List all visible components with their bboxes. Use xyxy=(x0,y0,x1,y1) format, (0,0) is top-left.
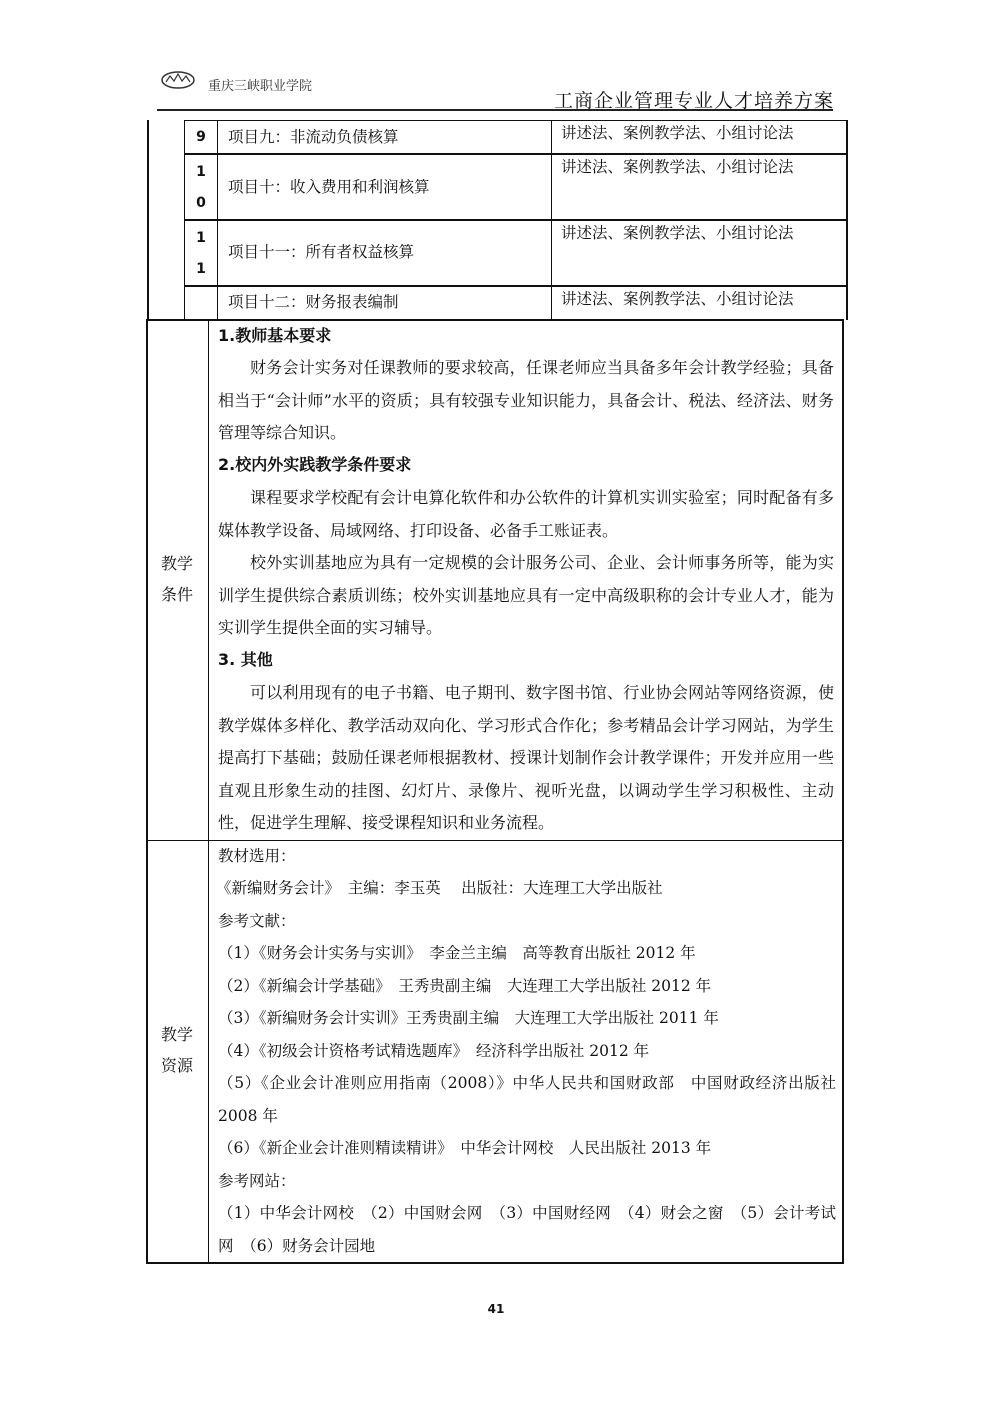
reference-item: （4）《初级会计资格考试精选题库》 经济科学出版社 2012 年 xyxy=(218,1042,650,1060)
paragraph-teacher-requirements: 财务会计实务对任课教师的要求较高，任课老师应当具备多年会计教学经验；具备相当于“会计师”水平的资质；具有较强专业知识能力，具备会计、税法、经济法、财务管理等综合知识。 xyxy=(218,358,834,442)
row-number: 1 xyxy=(196,230,206,246)
reference-item: （3）《新编财务会计实训》王秀贵副主编 大连理工大学出版社 2011 年 xyxy=(218,1009,719,1027)
section-label-conditions: 教学 条件 xyxy=(160,554,193,604)
section-label-resources: 教学 资源 xyxy=(160,1025,193,1075)
teaching-method: 讲述法、案例教学法、小组讨论法 xyxy=(561,224,794,242)
websites-list: （1）中华会计网校 （2）中国财会网 （3）中国财经网 （4）财会之窗 （5）会计考试网 （6）财务会计园地 xyxy=(218,1204,836,1255)
teaching-method: 讲述法、案例教学法、小组讨论法 xyxy=(561,290,794,308)
reference-item: （5）《企业会计准则应用指南（2008）》中华人民共和国财政部 中国财政经济出版社 2008 年 xyxy=(218,1074,836,1125)
row-number: 1 xyxy=(196,164,206,180)
paragraph-other-resources: 可以利用现有的电子书籍、电子期刊、数字图书馆、行业协会网站等网络资源，使教学媒体多样化、教学活动双向化、学习形式合作化；参考精品会计学习网站，为学生提高打下基础；鼓励任课老师根据教材、授课计划制作会计教学课件；开发并应用一些直观且形象生动的挂图、幻灯片、录像片、视听光盘，以调动学生学习积极性、主动性，促进学生理解、接受课程知识和业务流程。 xyxy=(218,683,834,832)
reference-item: （6）《新企业会计准则精读精讲》 中华会计网校 人民出版社 2013 年 xyxy=(218,1139,712,1157)
reference-item: （2）《新编会计学基础》 王秀贵副主编 大连理工大学出版社 2012 年 xyxy=(218,977,712,995)
project-name: 项目九：非流动负债核算 xyxy=(228,128,399,146)
project-name: 项目十一：所有者权益核算 xyxy=(228,243,415,261)
document-title: 工商企业管理专业人才培养方案 xyxy=(553,90,834,112)
heading-practice-conditions: 2.校内外实践教学条件要求 xyxy=(218,455,412,474)
row-number: 9 xyxy=(196,129,206,145)
heading-other: 3. 其他 xyxy=(218,650,273,669)
project-name: 项目十：收入费用和利润核算 xyxy=(228,178,430,196)
teaching-method: 讲述法、案例教学法、小组讨论法 xyxy=(561,124,794,142)
row-number: 0 xyxy=(196,195,206,211)
websites-heading: 参考网站： xyxy=(218,1172,296,1190)
paragraph-offsite-base: 校外实训基地应为具有一定规模的会计服务公司、企业、会计师事务所等，能为实训学生提供综合素质训练；校外实训基地应具有一定中高级职称的会计专业人才，能为实训学生提供全面的实习辅导。 xyxy=(218,553,834,637)
references-heading: 参考文献： xyxy=(218,912,296,930)
page-number: 41 xyxy=(487,1302,505,1316)
textbook-heading: 教材选用： xyxy=(218,847,296,865)
textbook-entry: 《新编财务会计》 主编：李玉英 出版社：大连理工大学出版社 xyxy=(216,879,663,897)
reference-item: （1）《财务会计实务与实训》 李金兰主编 高等教育出版社 2012 年 xyxy=(218,944,696,962)
school-name: 重庆三峡职业学院 xyxy=(208,79,313,94)
row-number: 1 xyxy=(196,261,206,277)
header-rule xyxy=(157,109,833,111)
school-logo xyxy=(160,70,380,96)
paragraph-lab-requirements: 课程要求学校配有会计电算化软件和办公软件的计算机实训实验室；同时配备有多媒体教学设备、局域网络、打印设备、必备手工账证表。 xyxy=(218,488,834,540)
project-name: 项目十二：财务报表编制 xyxy=(228,293,399,311)
teaching-method: 讲述法、案例教学法、小组讨论法 xyxy=(561,158,794,176)
heading-teacher-requirements: 1.教师基本要求 xyxy=(218,326,332,345)
